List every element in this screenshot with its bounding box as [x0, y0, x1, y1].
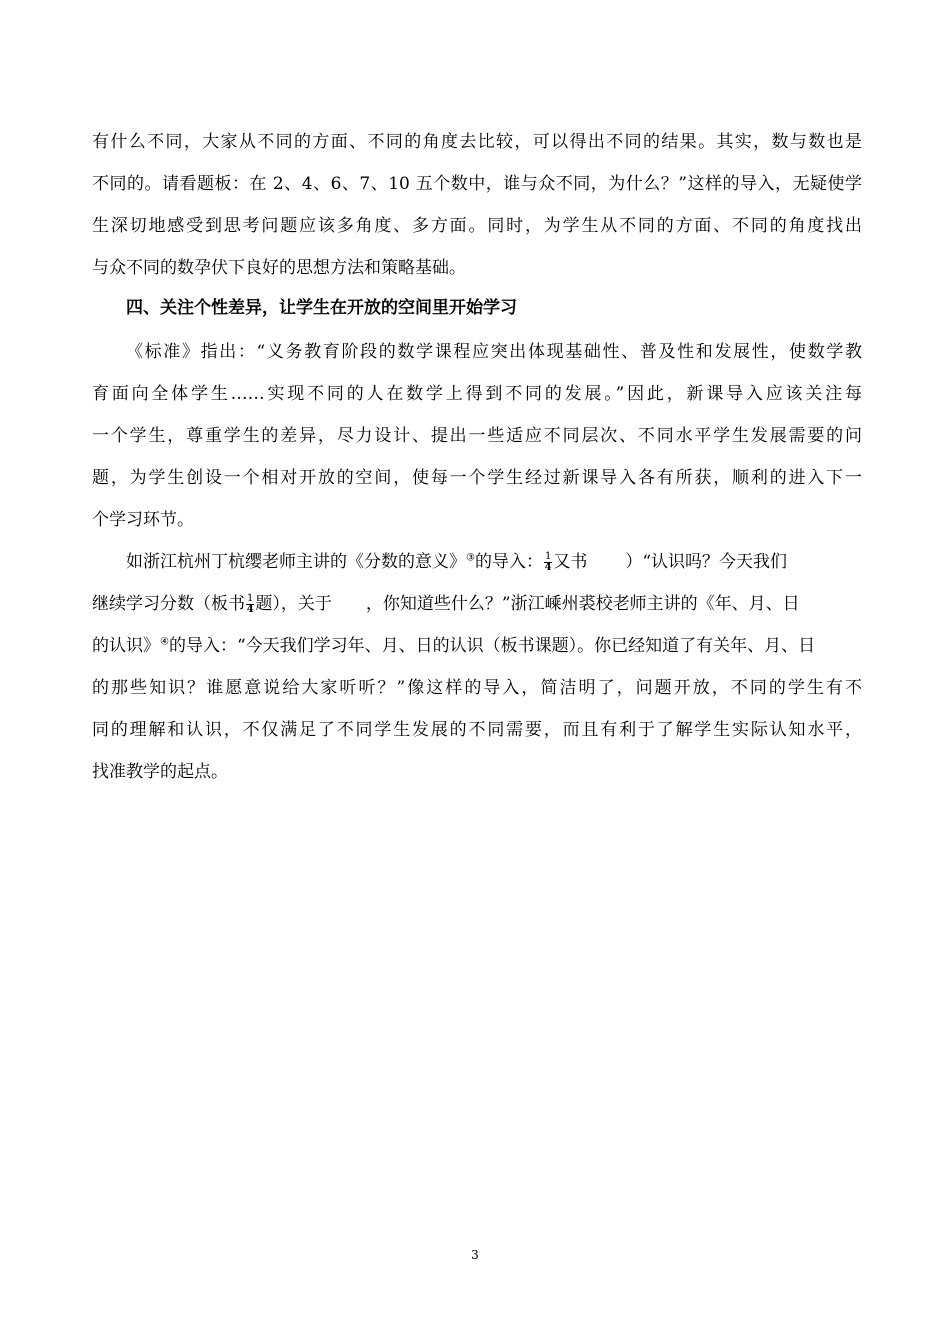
footnote-marker-4: ④ [160, 636, 169, 648]
para3-line2 [92, 594, 862, 615]
para3-line2-text-b: 题），关于 [255, 594, 332, 614]
para3-line3 [92, 636, 862, 656]
page-number: 3 [471, 1248, 479, 1262]
para3-line6: 找准教学的起点。 [92, 762, 228, 782]
section-heading: 四、关注个性差异，让学生在开放的空间里开始学习 [126, 298, 517, 318]
para2-line1: 《标准》指出：“义务教育阶段的数学课程应突出体现基础性、普及性和发展性，使数学教 [126, 342, 862, 362]
fraction-one-quarter [544, 552, 552, 573]
para3-line1-text-c: 又书 [553, 552, 588, 572]
para2-line4: 题，为学生创设一个相对开放的空间，使每一个学生经过新课导入各有所获，顺利的进入下一 [92, 468, 862, 488]
para3-line5: 同的理解和认识，不仅满足了不同学生发展的不同需要，而且有利于了解学生实际认知水平， [92, 720, 862, 740]
para1-line2: 不同的。请看题板：在 2、4、6、7、10 五个数中，谁与众不同，为什么？”这样的导入，无疑使学 [92, 174, 862, 194]
fraction-denominator: 4 [544, 562, 552, 573]
fraction-numerator-2: 1 [247, 593, 254, 604]
para2-line5: 个学习环节。 [92, 510, 194, 530]
para3-line3-text-b: 的导入：“今天我们学习年、月、日的认识（板书课题）。你已经知道了有关年、月、日 [168, 636, 816, 656]
para1-line4: 与众不同的数孕伏下良好的思想方法和策略基础。 [92, 258, 466, 278]
para1-line3: 生深切地感受到思考问题应该多角度、多方面。同时，为学生从不同的方面、不同的角度找出 [92, 216, 862, 236]
footnote-marker-3: ③ [466, 552, 475, 564]
fraction-one-quarter-2 [246, 594, 254, 615]
para3-line2-text-c: ，你知道些什么？”浙江嵊州裘校老师主讲的《年、月、日 [365, 594, 800, 614]
para1-line1: 有什么不同，大家从不同的方面、不同的角度去比较，可以得出不同的结果。其实，数与数也是 [92, 132, 862, 152]
para3-line3-text-a: 的认识》 [92, 636, 160, 656]
para3-line2-text-a: 继续学习分数（板书 [92, 594, 245, 614]
para3-line1 [126, 552, 862, 573]
para2-line2: 育面向全体学生……实现不同的人在数学上得到不同的发展。”因此，新课导入应该关注每 [92, 384, 862, 404]
para3-line4: 的那些知识？谁愿意说给大家听听？”像这样的导入，简洁明了，问题开放，不同的学生有不 [92, 678, 862, 698]
para3-line1-text-d: ）“认识吗？今天我们 [625, 552, 788, 572]
fraction-denominator-2: 4 [246, 604, 254, 615]
fraction-numerator: 1 [544, 551, 552, 562]
para2-line3: 一个学生，尊重学生的差异，尽力设计、提出一些适应不同层次、不同水平学生发展需要的问 [92, 426, 862, 446]
para3-line1-text-a: 如浙江杭州丁杭缨老师主讲的《分数的意义》 [126, 552, 466, 572]
para3-line1-text-b: 的导入： [474, 552, 543, 572]
